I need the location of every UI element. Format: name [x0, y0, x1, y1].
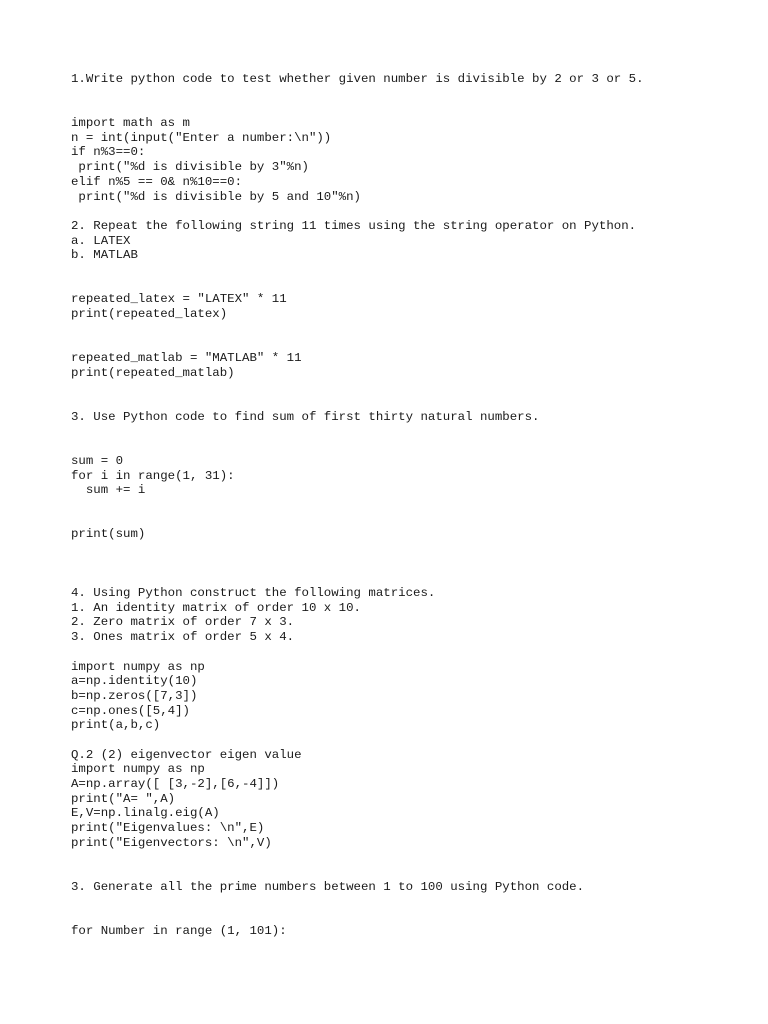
text-line: elif n%5 == 0& n%10==0: [71, 174, 243, 189]
blank-line [71, 865, 751, 880]
blank-line [71, 263, 751, 278]
text-line: 1. An identity matrix of order 10 x 10. [71, 600, 361, 615]
blank-line [71, 513, 751, 528]
blank-line [71, 380, 751, 395]
text-line: sum = 0 [71, 453, 124, 468]
text-line: 4. Using Python construct the following matrices. [71, 586, 436, 601]
blank-line [71, 336, 751, 351]
blank-line [71, 895, 751, 910]
text-line: print("%d is divisible by 3"%n) [71, 160, 309, 175]
text-line: Q.2 (2) eigenvector eigen value [71, 747, 302, 762]
blank-line [71, 425, 751, 440]
blank-line [71, 733, 751, 748]
blank-line [71, 87, 751, 102]
text-line: import math as m [71, 116, 190, 131]
text-line: if n%3==0: [71, 145, 146, 160]
text-line: print("Eigenvalues: \n",E) [71, 821, 265, 836]
blank-line [71, 322, 751, 337]
text-line: 3. Ones matrix of order 5 x 4. [71, 630, 295, 645]
blank-line [71, 498, 751, 513]
text-line: b. MATLAB [71, 248, 138, 263]
text-line: import numpy as np [71, 659, 205, 674]
text-line: A=np.array([ [3,-2],[6,-4]]) [71, 777, 280, 791]
text-line: c=np.ones([5,4]) [71, 703, 190, 718]
text-line: E,V=np.linalg.eig(A) [71, 806, 220, 821]
blank-line [71, 571, 751, 586]
blank-line [71, 542, 751, 557]
blank-line [71, 645, 751, 660]
text-line: 1.Write python code to test whether given number is divisible by 2 or 3 or 5. [71, 72, 644, 86]
text-line: b=np.zeros([7,3]) [71, 688, 198, 703]
text-line: 2. Zero matrix of order 7 x 3. [71, 615, 295, 630]
blank-line [71, 850, 751, 865]
text-line: a=np.identity(10) [71, 674, 198, 689]
blank-line [71, 909, 751, 924]
text-line: a. LATEX [71, 233, 131, 248]
text-line: import numpy as np [71, 762, 205, 777]
text-line: 3. Generate all the prime numbers between 1 to 100 using Python code. [71, 879, 585, 894]
text-line: print(repeated_latex) [71, 307, 228, 321]
text-line: for i in range(1, 31): [71, 468, 235, 483]
blank-line [71, 204, 751, 219]
text-line: repeated_latex = "LATEX" * 11 [71, 292, 287, 307]
text-line: print(sum) [71, 527, 146, 542]
document-body [71, 72, 751, 939]
text-line: 3. Use Python code to find sum of first thirty natural numbers. [71, 409, 540, 424]
text-line: print("%d is divisible by 5 and 10"%n) [71, 189, 361, 204]
blank-line [71, 101, 751, 116]
blank-line [71, 395, 751, 410]
blank-line [71, 439, 751, 454]
text-line: sum += i [71, 483, 146, 498]
text-line: print(a,b,c) [71, 718, 161, 733]
blank-line [71, 278, 751, 293]
text-line: for Number in range (1, 101): [71, 923, 287, 938]
text-line: print("A= ",A) [71, 791, 176, 806]
text-line: print("Eigenvectors: \n",V) [71, 835, 272, 850]
blank-line [71, 557, 751, 572]
text-line: print(repeated_matlab) [71, 365, 235, 380]
text-line: repeated_matlab = "MATLAB" * 11 [71, 351, 302, 366]
text-line: n = int(input("Enter a number:\n")) [71, 130, 332, 145]
text-line: 2. Repeat the following string 11 times using the string operator on Python. [71, 218, 637, 233]
